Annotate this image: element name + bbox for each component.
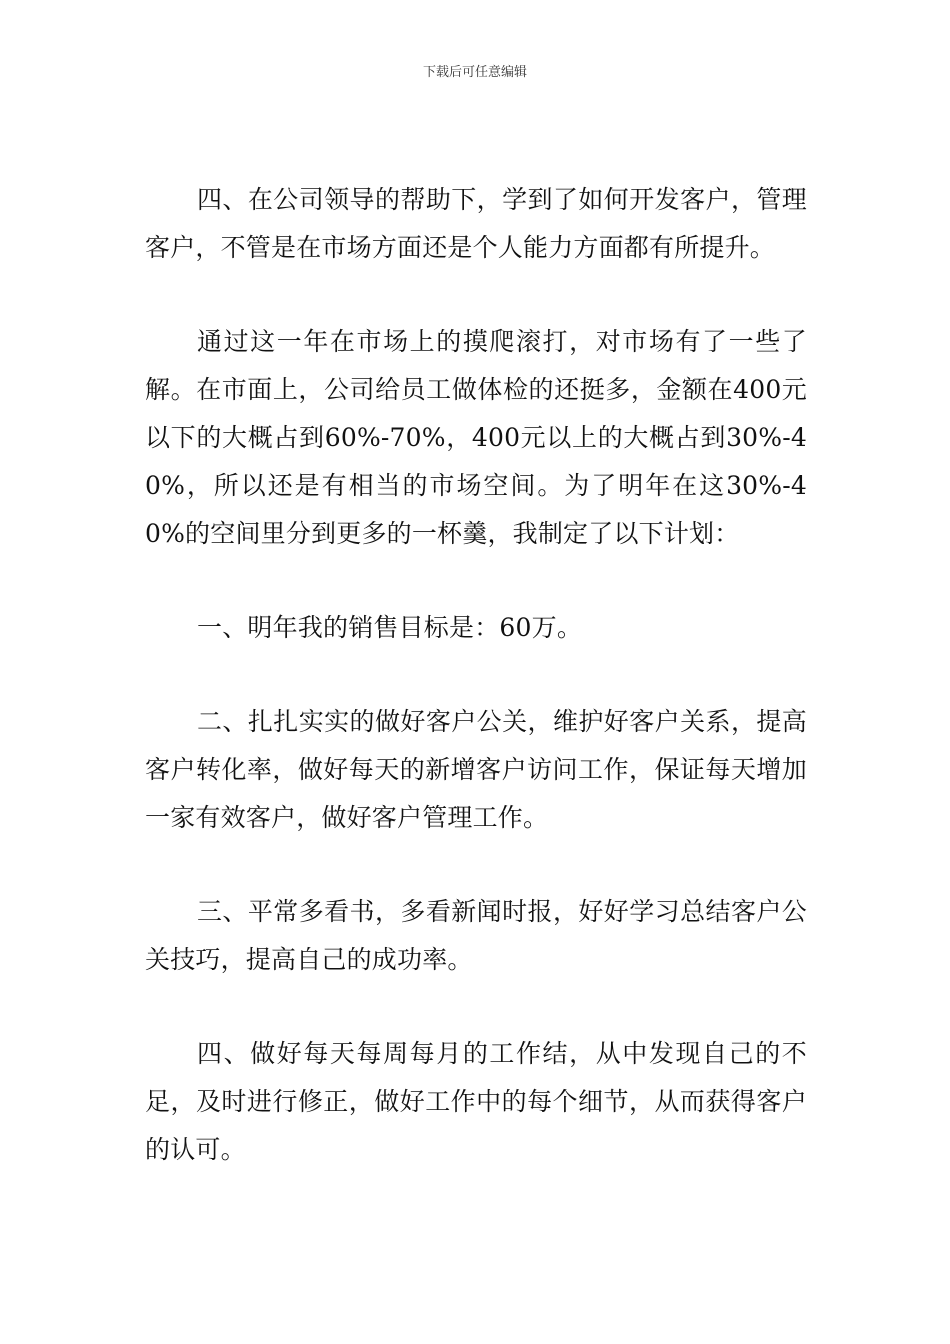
document-body bbox=[145, 176, 807, 1220]
paragraph-3: 一、明年我的销售目标是：60万。 bbox=[197, 613, 583, 642]
paragraph-6: 四、做好每天每周每月的工作结，从中发现自己的不足，及时进行修正，做好工作中的每个细节，从而获得客户的认可。 bbox=[145, 1039, 807, 1164]
paragraph-5: 三、平常多看书，多看新闻时报，好好学习总结客户公关技巧，提高自己的成功率。 bbox=[145, 897, 807, 974]
page-header-note: 下载后可任意编辑 bbox=[422, 65, 527, 80]
paragraph-4: 二、扎扎实实的做好客户公关，维护好客户关系，提高客户转化率，做好每天的新增客户访问工作，保证每天增加一家有效客户，做好客户管理工作。 bbox=[145, 707, 807, 832]
paragraph-1: 四、在公司领导的帮助下，学到了如何开发客户，管理客户，不管是在市场方面还是个人能力方面都有所提升。 bbox=[145, 185, 807, 262]
paragraph-2: 通过这一年在市场上的摸爬滚打，对市场有了一些了解。在市面上，公司给员工做体检的还挺多，金额在400元以下的大概占到60%-70%，400元以上的大概占到30%-40%，所以还是有相当的市场空间。为了明年在这30%-40%的空间里分到更多的一杯羹，我制定了以下计划： bbox=[145, 327, 807, 548]
